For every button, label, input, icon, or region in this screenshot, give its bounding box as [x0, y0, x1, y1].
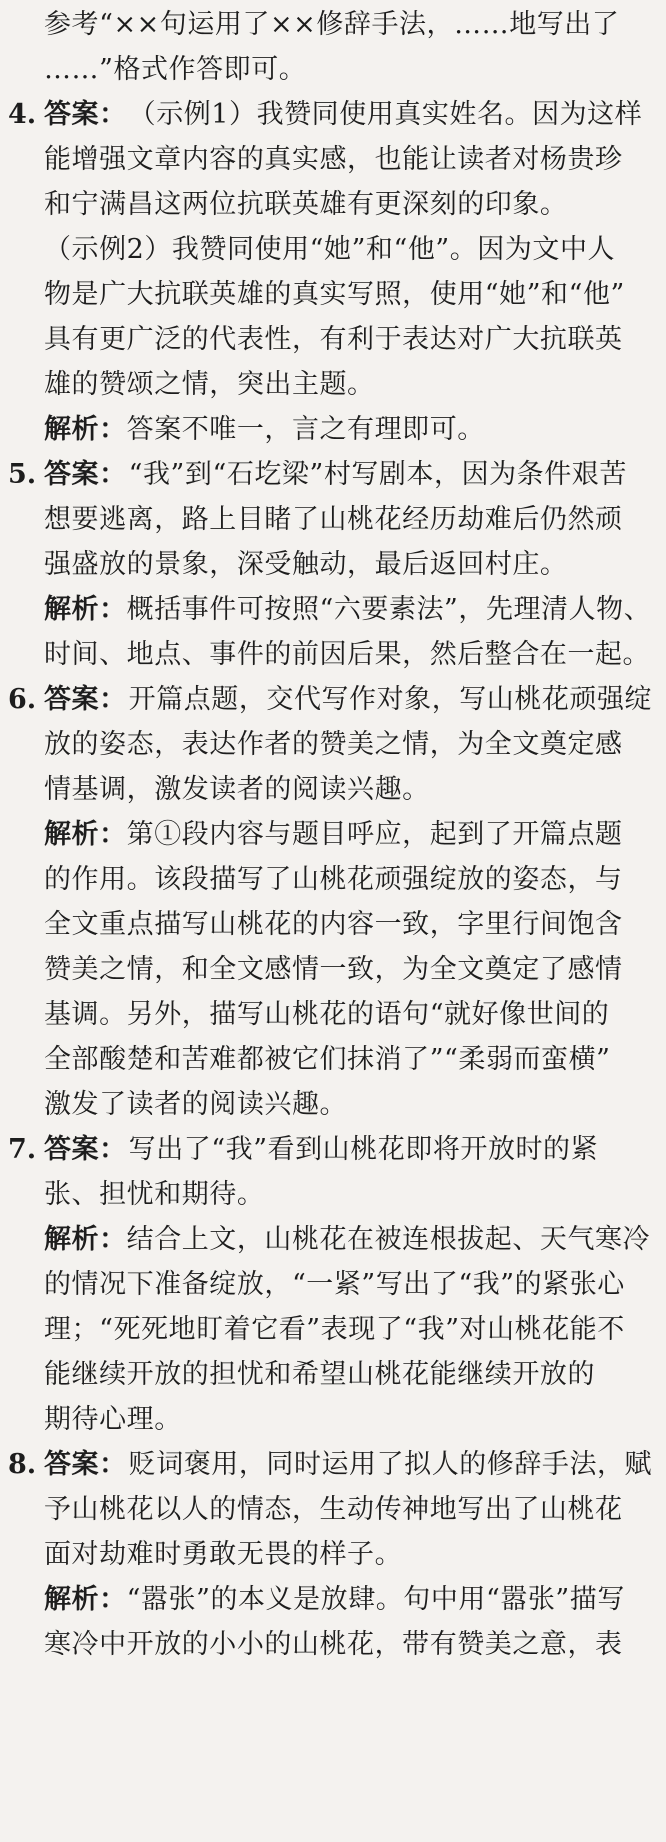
- analysis-text-line: 第①段内容与题目呼应，起到了开篇点题: [126, 819, 623, 850]
- answer-text-line: 雄的赞颂之情，突出主题。: [44, 369, 375, 400]
- analysis-text-line: 时间、地点、事件的前因后果，然后整合在一起。: [44, 639, 651, 670]
- item-number: 5.: [8, 459, 37, 490]
- analysis-text-line: 赞美之情，和全文感情一致，为全文奠定了感情: [44, 954, 623, 985]
- item-6: [8, 677, 656, 1127]
- analysis-line: [8, 812, 656, 857]
- analysis-text-line: “嚣张”的本义是放肆。句中用“嚣张”描写: [126, 1584, 625, 1615]
- analysis-text-line: 激发了读者的阅读兴趣。: [44, 1089, 348, 1120]
- analysis-text-line: 的情况下准备绽放，“一紧”写出了“我”的紧张心: [44, 1269, 625, 1300]
- answer-text-line: 予山桃花以人的情态，生动传神地写出了山桃花: [44, 1494, 623, 1525]
- answer-label: 答案：: [44, 1134, 127, 1165]
- item-number: 6.: [8, 684, 37, 715]
- analysis-text-line: 概括事件可按照“六要素法”，先理清人物、: [126, 594, 652, 625]
- answer-text-line: 张、担忧和期待。: [44, 1179, 265, 1210]
- answer-text-line: 想要逃离，路上目睹了山桃花经历劫难后仍然顽: [44, 504, 623, 535]
- answer-label: 答案：: [44, 99, 127, 130]
- analysis-text-line: 期待心理。: [44, 1404, 182, 1435]
- answer-text-line: 写出了“我”看到山桃花即将开放时的紧: [128, 1134, 599, 1165]
- answer-text-line: 物是广大抗联英雄的真实写照，使用“她”和“他”: [44, 279, 625, 310]
- item-6-first-line: [8, 677, 656, 722]
- analysis-line: [8, 1577, 656, 1622]
- answer-label: 答案：: [44, 684, 127, 715]
- answer-text-line: （示例2）我赞同使用“她”和“他”。因为文中人: [44, 234, 616, 265]
- item-number: 7.: [8, 1134, 37, 1165]
- item-8: [8, 1442, 656, 1667]
- continuation-line: 参考“××句运用了××修辞手法，……地写出了: [44, 9, 620, 40]
- item-4-first-line: [8, 92, 656, 137]
- answer-text-line: 贬词褒用，同时运用了拟人的修辞手法，赋: [128, 1449, 653, 1480]
- answer-label: 答案：: [44, 1449, 127, 1480]
- item-7-first-line: [8, 1127, 656, 1172]
- answer-text-line: 强盛放的景象，深受触动，最后返回村庄。: [44, 549, 568, 580]
- analysis-label: 解析：: [44, 819, 127, 850]
- answer-label: 答案：: [44, 459, 127, 490]
- item-number: 8.: [8, 1449, 37, 1480]
- analysis-text-line: 寒冷中开放的小小的山桃花，带有赞美之意，表: [44, 1629, 623, 1660]
- analysis-label: 解析：: [44, 1584, 127, 1615]
- analysis-text-line: 答案不唯一，言之有理即可。: [126, 414, 485, 445]
- answer-text-line: 情基调，激发读者的阅读兴趣。: [44, 774, 430, 805]
- analysis-label: 解析：: [44, 594, 127, 625]
- item-4: [8, 92, 656, 452]
- analysis-text-line: 全文重点描写山桃花的内容一致，字里行间饱含: [44, 909, 623, 940]
- answer-text-line: 和宁满昌这两位抗联英雄有更深刻的印象。: [44, 189, 568, 220]
- answer-text-line: “我”到“石圪梁”村写剧本，因为条件艰苦: [128, 459, 627, 490]
- answer-text-line: 开篇点题，交代写作对象，写山桃花顽强绽: [128, 684, 653, 715]
- answer-text-line: 能增强文章内容的真实感，也能让读者对杨贵珍: [44, 144, 623, 175]
- analysis-text-line: 结合上文，山桃花在被连根拔起、天气寒冷: [126, 1224, 651, 1255]
- answer-text-line: 放的姿态，表达作者的赞美之情，为全文奠定感: [44, 729, 623, 760]
- analysis-line: [8, 587, 656, 632]
- item-7: [8, 1127, 656, 1442]
- analysis-text-line: 理；“死死地盯着它看”表现了“我”对山桃花能不: [44, 1314, 625, 1345]
- analysis-text-line: 能继续开放的担忧和希望山桃花能继续开放的: [44, 1359, 595, 1390]
- analysis-text-line: 全部酸楚和苦难都被它们抹消了”“柔弱而蛮横”: [44, 1044, 611, 1075]
- analysis-label: 解析：: [44, 414, 127, 445]
- analysis-text-line: 的作用。该段描写了山桃花顽强绽放的姿态，与: [44, 864, 623, 895]
- analysis-label: 解析：: [44, 1224, 127, 1255]
- item-5-first-line: [8, 452, 656, 497]
- answer-text-line: 具有更广泛的代表性，有利于表达对广大抗联英: [44, 324, 623, 355]
- item-5: [8, 452, 656, 677]
- analysis-line: [8, 407, 656, 452]
- analysis-text-line: 基调。另外，描写山桃花的语句“就好像世间的: [44, 999, 610, 1030]
- item-number: 4.: [8, 99, 37, 130]
- answer-text-line: 面对劫难时勇敢无畏的样子。: [44, 1539, 403, 1570]
- analysis-line: [8, 1217, 656, 1262]
- item-8-first-line: [8, 1442, 656, 1487]
- continuation-line: ……”格式作答即可。: [44, 54, 307, 85]
- answer-text-line: （示例1）我赞同使用真实姓名。因为这样: [128, 99, 643, 130]
